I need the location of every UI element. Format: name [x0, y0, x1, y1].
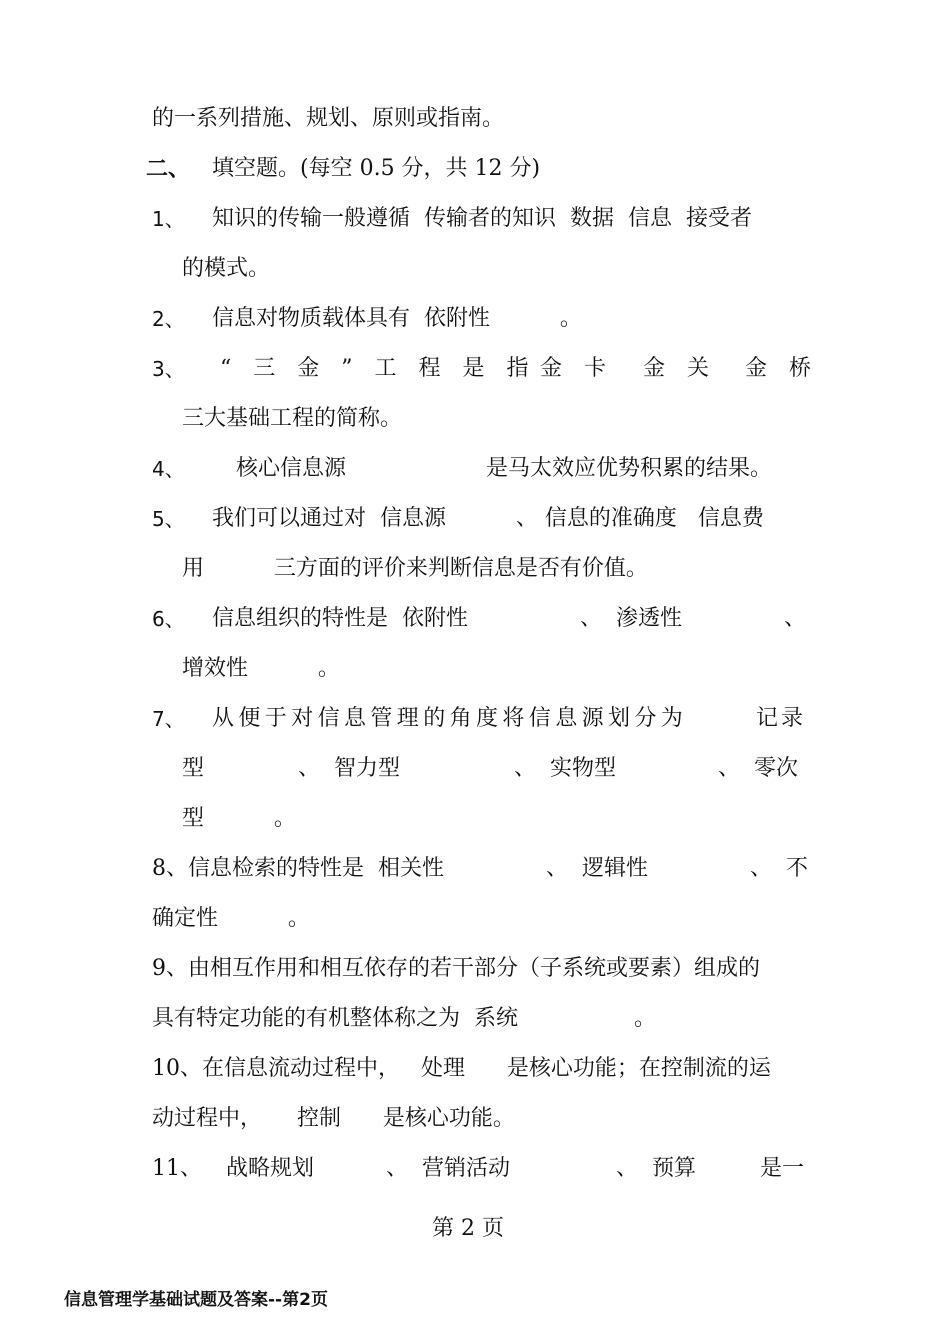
text-line: 是一 — [760, 1156, 805, 1181]
answer-text: 型 — [182, 756, 205, 781]
text-line: 从便于对信息管理的角度将信息源划分为 — [212, 706, 688, 731]
question-number: 1、 — [152, 207, 185, 231]
text-line: 型 。 — [182, 806, 296, 831]
text-line: 我们可以通过对 信息源 、 信息的准确度 信息费 — [212, 506, 764, 531]
section-marker: 二、 — [146, 156, 191, 182]
answer-text: 核心信息源 — [236, 456, 347, 481]
text-line: 9、由相互作用和相互依存的若干部分（子系统或要素）组成的 — [152, 956, 760, 981]
answer-text: 金卡 — [540, 356, 629, 381]
text-line: 8、信息检索的特性是 相关性 — [152, 856, 444, 881]
page-number: 第 2 页 — [432, 1216, 504, 1241]
text-line: 、 逻辑性 — [546, 856, 648, 881]
answer-text: 、 智力型 — [298, 756, 400, 781]
text-line: 三大基础工程的简称。 — [182, 406, 403, 431]
text-line: 用 三方面的评价来判断信息是否有价值。 — [182, 556, 648, 581]
answer-text: 、 预算 — [616, 1156, 696, 1181]
section-title: 填空题。(每空 0.5 分，共 12 分) — [212, 156, 541, 181]
text-line: 具有特定功能的有机整体称之为 系统 — [152, 1006, 518, 1031]
question-number: 6、 — [152, 607, 185, 631]
document-footer: 信息管理学基础试题及答案--第2页 — [64, 1290, 328, 1310]
question-number: 2、 — [152, 307, 185, 331]
text-line: 动过程中， 控制 是核心功能。 — [152, 1106, 515, 1131]
answer-text: 金关 — [643, 356, 732, 381]
text-line: 是马太效应优势积累的结果。 — [486, 456, 773, 481]
text-line: 11、 — [152, 1156, 202, 1181]
answer-text: 记录 — [756, 706, 807, 731]
text-line: 增效性 。 — [182, 656, 340, 681]
question-number: 3、 — [152, 357, 185, 381]
answer-text: 、 实物型 — [514, 756, 616, 781]
text-line: 的一系列措施、规划、原则或指南。 — [152, 106, 505, 131]
text-line: 10、在信息流动过程中， 处理 是核心功能；在控制流的运 — [152, 1056, 771, 1081]
text-line: 、 渗透性 — [580, 606, 682, 631]
answer-text: 、 营销活动 — [386, 1156, 510, 1181]
text-line: 的模式。 — [182, 256, 271, 281]
text-line: “三金”工程是指 — [220, 356, 551, 381]
text-line: 确定性 。 — [152, 906, 310, 931]
answer-text: 战略规划 — [226, 1156, 315, 1181]
text-line: 、 不 — [750, 856, 808, 881]
answer-text: 金桥 — [745, 356, 834, 381]
question-number: 4、 — [152, 457, 185, 481]
text-line: 信息对物质载体具有 依附性 。 — [212, 306, 582, 331]
question-number: 7、 — [152, 707, 185, 731]
text-line: 、 — [784, 606, 807, 631]
text-line: 知识的传输一般遵循 传输者的知识 数据 信息 接受者 — [212, 206, 752, 231]
question-number: 5、 — [152, 507, 185, 531]
answer-text: 、 零次 — [718, 756, 798, 781]
text-line: 信息组织的特性是 依附性 — [212, 606, 468, 631]
text-line: 。 — [634, 1006, 657, 1031]
